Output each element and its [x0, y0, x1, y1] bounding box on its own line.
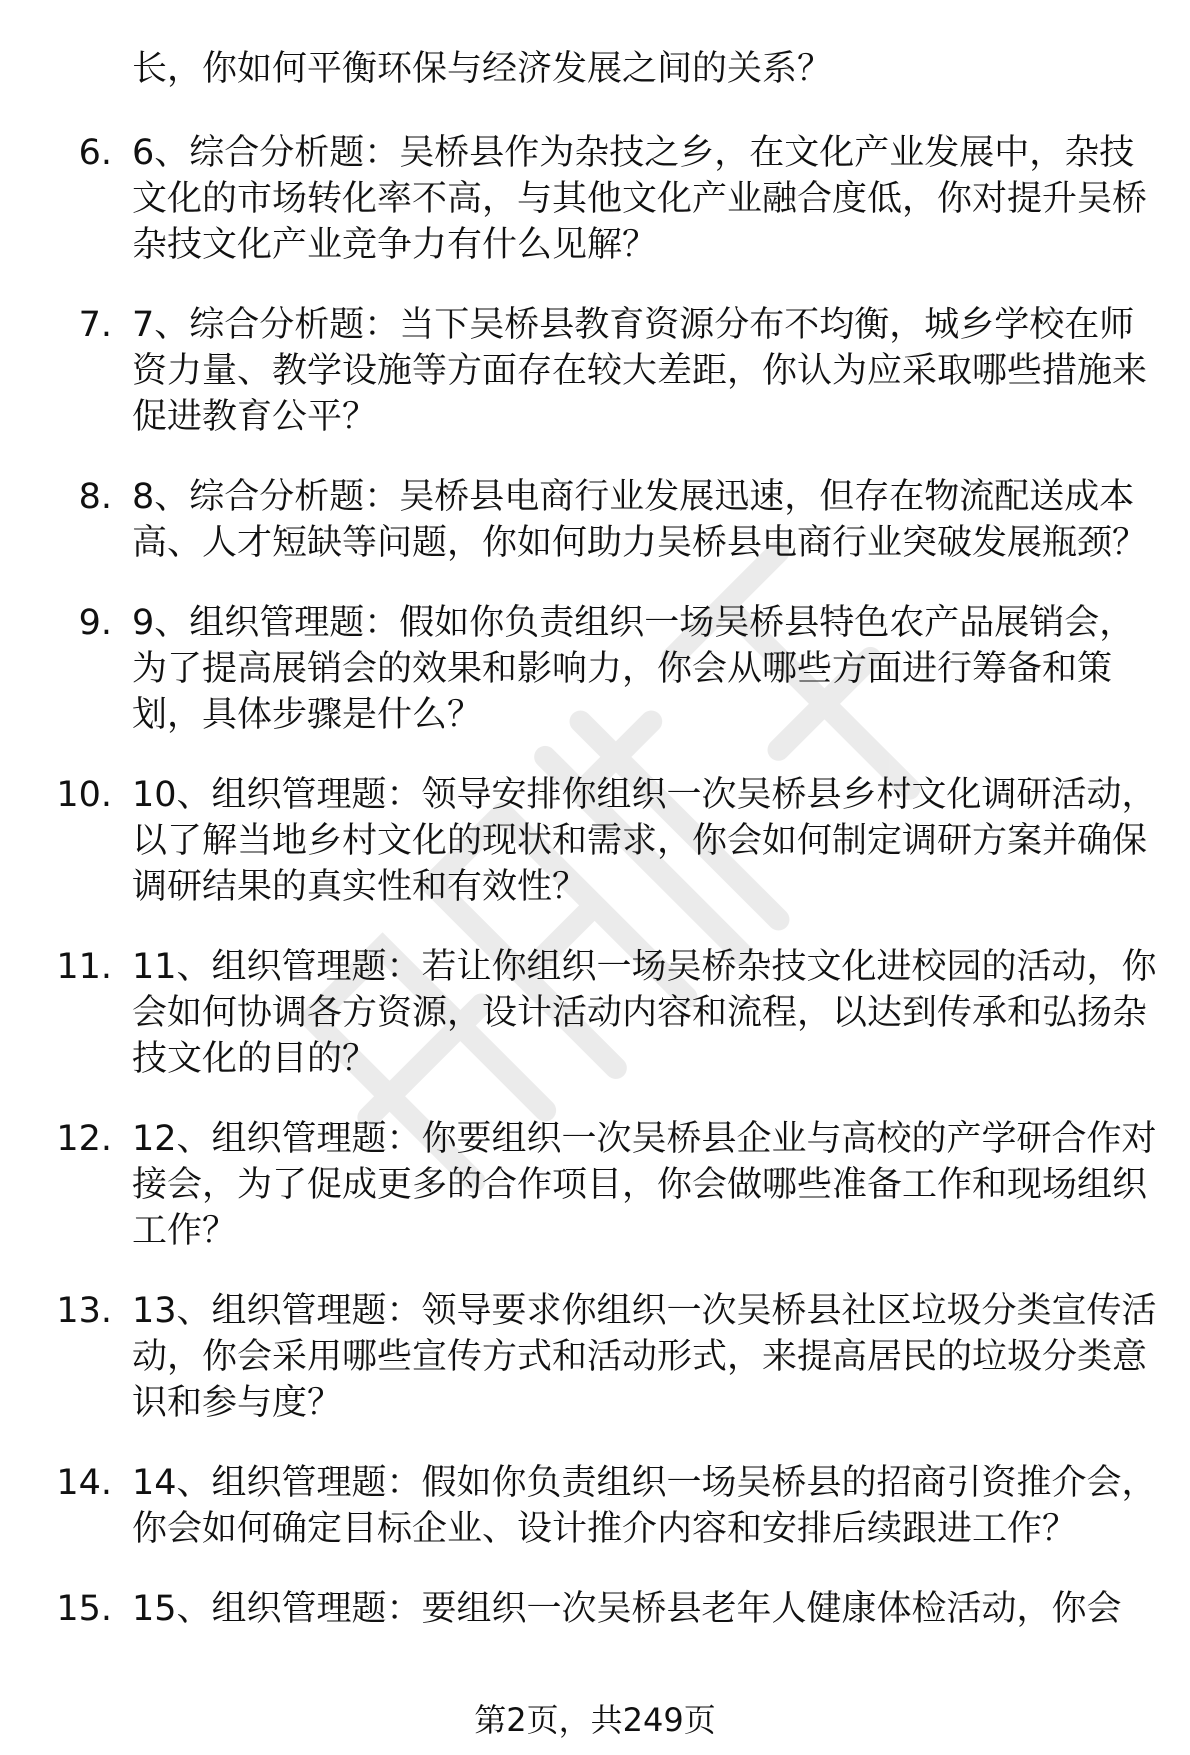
question-number: 9.: [78, 603, 112, 643]
question-number: 15.: [56, 1589, 112, 1629]
question-continuation-text: 长，你如何平衡环保与经济发展之间的关系？: [132, 49, 833, 89]
question-item: [0, 474, 1190, 566]
question-number: 12.: [56, 1119, 112, 1159]
question-text: 14、组织管理题：假如你负责组织一场吴桥县的招商引资推介会，你会如何确定目标企业、设计推介内容和安排后续跟进工作？: [132, 1463, 1157, 1549]
question-item: [0, 944, 1190, 1082]
question-number: 13.: [56, 1291, 112, 1331]
question-number: 8.: [78, 477, 112, 517]
question-item: [0, 1586, 1190, 1632]
question-item: [0, 1116, 1190, 1254]
question-list: [0, 130, 1190, 1666]
question-text: 10、组织管理题：领导安排你组织一次吴桥县乡村文化调研活动，以了解当地乡村文化的现状和需求，你会如何制定调研方案并确保调研结果的真实性和有效性？: [132, 775, 1157, 907]
question-text: 12、组织管理题：你要组织一次吴桥县企业与高校的产学研合作对接会，为了促成更多的合作项目，你会做哪些准备工作和现场组织工作？: [132, 1119, 1157, 1251]
question-item: [0, 302, 1190, 440]
question-text: 13、组织管理题：领导要求你组织一次吴桥县社区垃圾分类宣传活动，你会采用哪些宣传方式和活动形式，来提高居民的垃圾分类意识和参与度？: [132, 1291, 1157, 1423]
question-number: 7.: [78, 305, 112, 345]
question-text: 15、组织管理题：要组织一次吴桥县老年人健康体检活动，你会: [132, 1589, 1122, 1629]
question-item: [0, 772, 1190, 910]
question-number: 11.: [56, 947, 112, 987]
question-text: 6、综合分析题：吴桥县作为杂技之乡，在文化产业发展中，杂技文化的市场转化率不高，与其他文化产业融合度低，你对提升吴桥杂技文化产业竞争力有什么见解？: [132, 133, 1148, 265]
question-number: 14.: [56, 1463, 112, 1503]
page-footer: 第2页，共249页: [474, 1701, 716, 1739]
question-text: 8、综合分析题：吴桥县电商行业发展迅速，但存在物流配送成本高、人才短缺等问题，你如何助力吴桥县电商行业突破发展瓶颈？: [132, 477, 1148, 563]
question-text: 7、综合分析题：当下吴桥县教育资源分布不均衡，城乡学校在师资力量、教学设施等方面存在较大差距，你认为应采取哪些措施来促进教育公平？: [132, 305, 1148, 437]
question-item: [0, 1288, 1190, 1426]
question-number: 6.: [78, 133, 112, 173]
question-number: 10.: [56, 775, 112, 815]
question-item: [0, 1460, 1190, 1552]
question-item: [0, 130, 1190, 268]
question-text: 9、组织管理题：假如你负责组织一场吴桥县特色农产品展销会，为了提高展销会的效果和影响力，你会从哪些方面进行筹备和策划，具体步骤是什么？: [132, 603, 1135, 735]
question-text: 11、组织管理题：若让你组织一场吴桥杂技文化进校园的活动，你会如何协调各方资源，设计活动内容和流程，以达到传承和弘扬杂技文化的目的？: [132, 947, 1157, 1079]
question-item: [0, 600, 1190, 738]
